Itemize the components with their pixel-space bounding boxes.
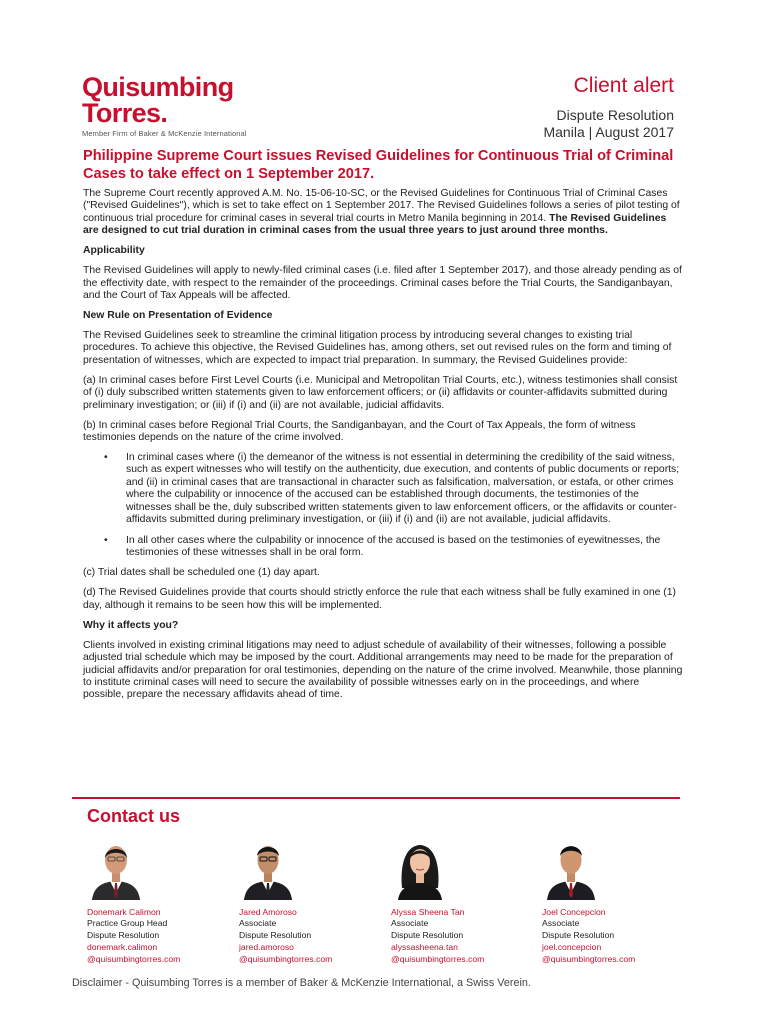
header-meta — [543, 73, 674, 141]
intro-text: The Supreme Court recently approved A.M. No. 15-06-10-SC, or the Revised Guidelines for Continuous Trial of Criminal Cases ("Revised Guidelines"), which is set to take effect on 1 September 2017. The Revised Guidelines follows a series of pilot testing of continuous trial procedure for criminal cases in several trial courts in Metro Manila beginning in 2014. — [83, 188, 680, 224]
logo-tagline: Member Firm of Baker & McKenzie International — [82, 129, 247, 138]
contact-dept: Dispute Resolution — [87, 930, 160, 941]
contact-role: Practice Group Head — [87, 918, 168, 929]
article-title: Philippine Supreme Court issues Revised Guidelines for Continuous Trial of Criminal Cases to take effect on 1 September 2017. — [83, 148, 674, 182]
bullet-icon: • — [104, 534, 108, 546]
contact-name: Joel Concepcion — [542, 906, 606, 917]
list-item — [83, 452, 683, 526]
intro-paragraph — [83, 188, 683, 238]
contact-email-user[interactable]: jared.amoroso — [239, 941, 294, 952]
why-text: Clients involved in existing criminal litigations may need to adjust schedule of availability of their witnesses, following a possible adjusted trial schedule which may be imposed by the court. Additional arrangements may need to be made for the preparation of judicial affidavits and/or preparation for oral testimonies, depending on the nature of the crime involved. Meanwhile, those planning to institute criminal cases will need to secure the availability of possible witnesses early on in the proceedings, and where possible, prepare the necessary affidavits ahead of time. — [83, 639, 683, 701]
avatar — [543, 838, 599, 900]
contact-dept: Dispute Resolution — [391, 930, 464, 941]
bullet-icon: • — [104, 452, 108, 464]
avatar — [240, 838, 296, 900]
client-alert-label: Client alert — [573, 74, 674, 97]
applicability-text: The Revised Guidelines will apply to newly-filed criminal cases (i.e. filed after 1 September 2017), and those already pending as of the effectivity date, with respect to the remainder of the proceedings. Criminal cases before the Trial Courts, the Sandiganbayan, and the Court of Tax Appeals will be affected. — [83, 265, 682, 302]
contact-dept: Dispute Resolution — [542, 930, 615, 941]
contact-email-user[interactable]: donemark.calimon — [87, 941, 158, 952]
contact-role: Associate — [239, 918, 277, 929]
applicability-heading: Applicability — [83, 245, 145, 257]
article-body — [83, 188, 683, 709]
rule-b-bullets — [83, 452, 683, 559]
avatar — [392, 838, 448, 900]
rule-b: (b) In criminal cases before Regional Trial Courts, the Sandiganbayan, and the Court of Tax Appeals, the form of witness testimonies depends on the nature of the crime involved. — [83, 419, 636, 444]
contact-card — [239, 838, 389, 965]
list-item — [83, 535, 683, 560]
contact-role: Associate — [391, 918, 429, 929]
avatar — [88, 838, 144, 900]
logo-line2: Torres. — [82, 98, 168, 128]
contact-email-user[interactable]: alyssasheena.tan — [391, 941, 458, 952]
bullet-text: In all other cases where the culpability or innocence of the accused is based on the testimonies of eyewitnesses, the testimonies of these witnesses shall in be oral form. — [126, 534, 661, 558]
contact-card — [87, 838, 237, 965]
contact-card — [542, 838, 692, 965]
contact-name: Jared Amoroso — [239, 906, 297, 917]
contact-dept: Dispute Resolution — [239, 930, 312, 941]
contact-card — [391, 838, 541, 965]
contact-email-domain[interactable]: @quisumbingtorres.com — [239, 953, 333, 964]
practice-area: Dispute Resolution — [556, 107, 674, 123]
contact-email-domain[interactable]: @quisumbingtorres.com — [542, 953, 636, 964]
new-rule-heading: New Rule on Presentation of Evidence — [83, 310, 273, 322]
intro-bold-text: The Revised Guidelines are designed to cut trial duration in criminal cases from the usual three years to just around three months. — [83, 212, 667, 237]
contact-email-user[interactable]: joel.concepcion — [542, 941, 602, 952]
contact-role: Associate — [542, 918, 580, 929]
rule-c: (c) Trial dates shall be scheduled one (1) day apart. — [83, 567, 320, 579]
rule-d: (d) The Revised Guidelines provide that courts should strictly enforce the rule that each witness shall be fully examined in one (1) day, although it remains to be seen how this will be implemented. — [83, 587, 676, 611]
contact-heading: Contact us — [87, 806, 181, 826]
contact-email-domain[interactable]: @quisumbingtorres.com — [87, 953, 181, 964]
contact-name: Donemark Calimon — [87, 906, 161, 917]
section-divider — [72, 797, 680, 799]
new-rule-paragraph: The Revised Guidelines seek to streamline the criminal litigation process by introducing several changes to existing trial procedures. To achieve this objective, the Revised Guidelines has, among others, set out revised rules on the form and timing of presentation of witnesses, which are expected to impact trial preparation. In summary, the Revised Guidelines provide: — [83, 330, 672, 366]
bullet-text: In criminal cases where (i) the demeanor of the witness is not essential in determining the credibility of the said witness, such as expert witnesses who will testify on the authenticity, due execution, and contents of public documents or reports; and (ii) in criminal cases that are transactional in character such as falsification, malversation, or estafa, or other crimes where the culpability or innocence of the accused can be established through documents, the testimonies of the witnesses shall be the, duly subscribed written statements given to law enforcement officers, or the affidavits or counter-affidavits submitted during preliminary investigation, or (iii) if (i) and (ii) are not available, judicial affidavits. — [126, 452, 680, 526]
firm-logo — [82, 74, 247, 138]
rule-a: (a) In criminal cases before First Level Courts (i.e. Municipal and Metropolitan Trial Courts, etc.), witness testimonies shall consist of (i) duly subscribed written statements given to law enforcement officers; or (ii) affidavits or counter-affidavits submitted during preliminary investigation; or (iii) if (i) and (ii) are not available, judicial affidavits. — [83, 374, 678, 411]
location-date: Manila | August 2017 — [543, 124, 674, 140]
contact-name: Alyssa Sheena Tan — [391, 906, 465, 917]
contact-email-domain[interactable]: @quisumbingtorres.com — [391, 953, 485, 964]
logo-line1: Quisumbing — [82, 72, 234, 102]
why-heading: Why it affects you? — [83, 619, 179, 631]
disclaimer: Disclaimer - Quisumbing Torres is a member of Baker & McKenzie International, a Swiss Verein. — [72, 977, 531, 989]
